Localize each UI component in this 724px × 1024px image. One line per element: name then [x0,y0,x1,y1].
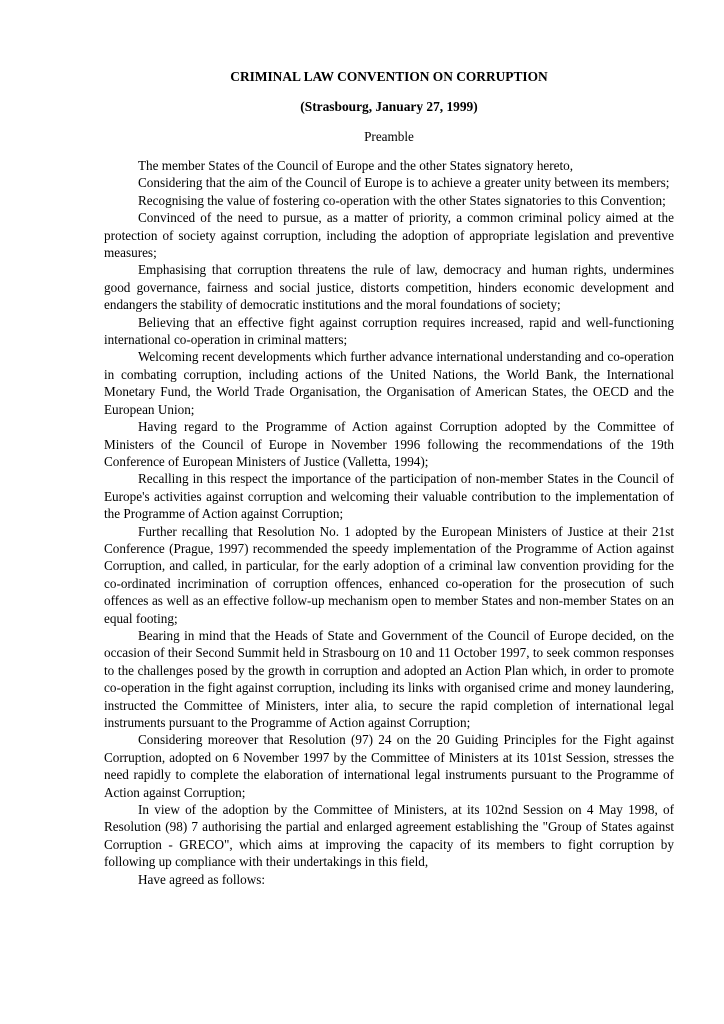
paragraph: In view of the adoption by the Committee of Ministers, at its 102nd Session on 4 May 1998, of Resolution (98) 7 authorising the partial and enlarged agreement establishing the "Group of States against Corruption - GRECO", which aims at improving the capacity of its members to fight corruption by following up compliance with their undertakings in this field, [104,802,674,870]
paragraph: Recalling in this respect the importance of the participation of non-member States in the Council of Europe's activities against corruption and welcoming their valuable contribution to the implementation of the Programme of Action against Corruption; [104,471,674,522]
paragraph: Welcoming recent developments which further advance international understanding and co-operation in combating corruption, including actions of the United Nations, the World Bank, the International Monetary Fund, the World Trade Organisation, the Organisation of American States, the OECD and the European Union; [104,349,674,417]
paragraph: Further recalling that Resolution No. 1 adopted by the European Ministers of Justice at their 21st Conference (Prague, 1997) recommended the speedy implementation of the Programme of Action against Corruption, and called, in particular, for the early adoption of a criminal law convention providing for the co-ordinated incrimination of corruption offences, enhanced co-operation for the prosecution of such offences as well as an effective follow-up mechanism open to member States and non-member States on an equal footing; [104,523,674,626]
paragraph: Having regard to the Programme of Action against Corruption adopted by the Committee of Ministers of the Council of Europe in November 1996 following the recommendations of the 19th Conference of European Ministers of Justice (Valletta, 1994); [104,419,674,469]
paragraph: Bearing in mind that the Heads of State and Government of the Council of Europe decided, on the occasion of their Second Summit held in Strasbourg on 10 and 11 October 1997, to seek common responses to the challenges posed by the growth in corruption and adopted an Action Plan which, in order to promote co-operation in the fight against corruption, including its links with organised crime and money laundering, instructed the Committee of Ministers, inter alia, to secure the rapid completion of international legal instruments pursuant to the Programme of Action against Corruption; [104,627,674,730]
paragraph: Believing that an effective fight against corruption requires increased, rapid and well-functioning international co-operation in criminal matters; [104,314,674,348]
paragraph: Have agreed as follows: [138,871,266,887]
document-page [104,68,674,888]
paragraph: Considering moreover that Resolution (97) 24 on the 20 Guiding Principles for the Fight against Corruption, adopted on 6 November 1997 by the Committee of Ministers at its 101st Session, stresses the need rapidly to complete the elaboration of international legal instruments pursuant to the Programme of Action against Corruption; [104,732,674,800]
section-heading-preamble: Preamble [364,129,414,144]
document-subtitle: (Strasbourg, January 27, 1999) [300,99,478,114]
paragraph: The member States of the Council of Europe and the other States signatory hereto, [138,158,574,173]
paragraph: Convinced of the need to pursue, as a matter of priority, a common criminal policy aimed at the protection of society against corruption, including the adoption of appropriate legislation and preventive measures; [104,210,674,261]
paragraph: Recognising the value of fostering co-operation with the other States signatories to this Convention; [138,192,666,208]
paragraph: Considering that the aim of the Council of Europe is to achieve a greater unity between its members; [138,175,670,191]
paragraph: Emphasising that corruption threatens the rule of law, democracy and human rights, undermines good governance, fairness and social justice, distorts competition, hinders economic development and endangers the stability of democratic institutions and the moral foundations of society; [104,262,674,313]
document-title: CRIMINAL LAW CONVENTION ON CORRUPTION [230,69,548,84]
